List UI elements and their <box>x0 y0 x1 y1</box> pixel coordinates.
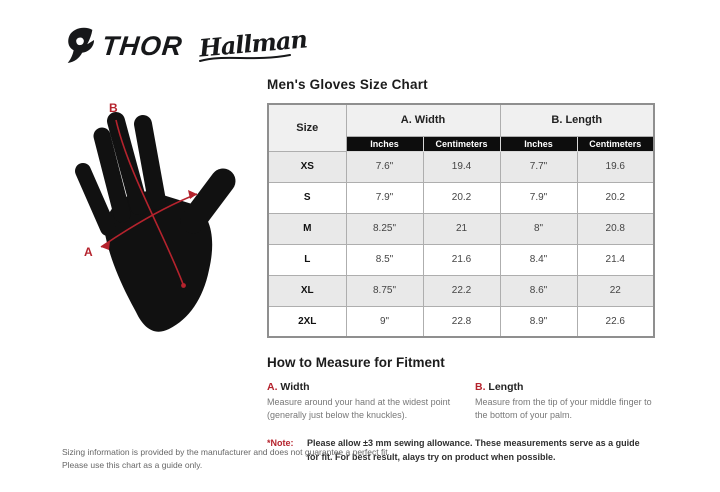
cell-size: XL <box>268 275 346 306</box>
cell-width-cm: 21 <box>423 213 500 244</box>
how-to-measure-heading: How to Measure for Fitment <box>267 355 445 370</box>
measure-width-prefix: A. <box>267 381 278 393</box>
col-header-size: Size <box>268 104 346 151</box>
measure-width-title: Width <box>280 381 310 393</box>
cell-width-in: 9" <box>346 306 423 337</box>
note-label: *Note: <box>267 438 294 449</box>
measure-width-text: Measure around your hand at the widest point (generally just below the knuckles). <box>267 397 451 421</box>
cell-length-in: 8.9" <box>500 306 577 337</box>
cell-length-cm: 22.6 <box>577 306 654 337</box>
cell-width-in: 8.75" <box>346 275 423 306</box>
cell-size: XS <box>268 151 346 182</box>
measure-length-block <box>475 381 659 422</box>
subheader-length-centimeters: Centimeters <box>577 136 654 151</box>
cell-size: L <box>268 244 346 275</box>
measure-length-prefix: B. <box>475 381 486 393</box>
cell-width-cm: 19.4 <box>423 151 500 182</box>
glove-illustration <box>56 80 251 338</box>
disclaimer-line-2: Please use this chart as a guide only. <box>62 460 203 471</box>
cell-length-in: 8.6" <box>500 275 577 306</box>
cell-length-cm: 19.6 <box>577 151 654 182</box>
hallman-logo <box>197 23 308 63</box>
table-row-xl <box>268 275 654 306</box>
cell-size: 2XL <box>268 306 346 337</box>
measure-length-text: Measure from the tip of your middle finger to the bottom of your palm. <box>475 397 652 421</box>
chart-section <box>267 77 659 465</box>
glove-silhouette-icon <box>56 80 251 338</box>
measure-length-title: Length <box>488 381 524 393</box>
cell-width-in: 7.6" <box>346 151 423 182</box>
cell-length-cm: 22 <box>577 275 654 306</box>
thor-wordmark: THOR <box>100 30 185 61</box>
cell-size: S <box>268 182 346 213</box>
cell-width-in: 8.5" <box>346 244 423 275</box>
col-header-length: B. Length <box>500 104 654 136</box>
cell-length-in: 8.4" <box>500 244 577 275</box>
cell-size: M <box>268 213 346 244</box>
disclaimer-line-1: Sizing information is provided by the manufacturer and does not guarantee a perfect fit. <box>62 447 390 457</box>
table-row-xs <box>268 151 654 182</box>
table-row-s <box>268 182 654 213</box>
cell-width-cm: 22.8 <box>423 306 500 337</box>
cell-length-cm: 20.2 <box>577 182 654 213</box>
size-table <box>267 103 655 338</box>
table-header-row <box>268 104 654 136</box>
page-title: Men's Gloves Size Chart <box>267 77 428 92</box>
glove-label-b: B <box>109 101 118 115</box>
cell-width-in: 8.25" <box>346 213 423 244</box>
table-row-m <box>268 213 654 244</box>
glove-label-a: A <box>84 245 93 259</box>
cell-width-cm: 22.2 <box>423 275 500 306</box>
measure-width-label <box>267 381 451 393</box>
thor-logo <box>66 27 183 65</box>
cell-width-cm: 20.2 <box>423 182 500 213</box>
measure-width-block <box>267 381 451 422</box>
col-header-width: A. Width <box>346 104 500 136</box>
cell-length-in: 7.9" <box>500 182 577 213</box>
thor-helmet-icon <box>66 27 100 65</box>
cell-length-cm: 20.8 <box>577 213 654 244</box>
measure-length-label <box>475 381 659 393</box>
cell-width-in: 7.9" <box>346 182 423 213</box>
brand-logos <box>66 24 306 68</box>
table-row-2xl <box>268 306 654 337</box>
cell-length-in: 8" <box>500 213 577 244</box>
cell-width-cm: 21.6 <box>423 244 500 275</box>
table-row-l <box>268 244 654 275</box>
manufacturer-disclaimer <box>62 446 390 472</box>
hallman-wordmark: Hallman <box>197 23 308 63</box>
subheader-width-centimeters: Centimeters <box>423 136 500 151</box>
note-text: Please allow ±3 mm sewing allowance. These measurements serve as a guide for fit. For best result, alays try on product when possible. <box>307 438 640 463</box>
cell-length-cm: 21.4 <box>577 244 654 275</box>
subheader-width-inches: Inches <box>346 136 423 151</box>
subheader-length-inches: Inches <box>500 136 577 151</box>
cell-length-in: 7.7" <box>500 151 577 182</box>
